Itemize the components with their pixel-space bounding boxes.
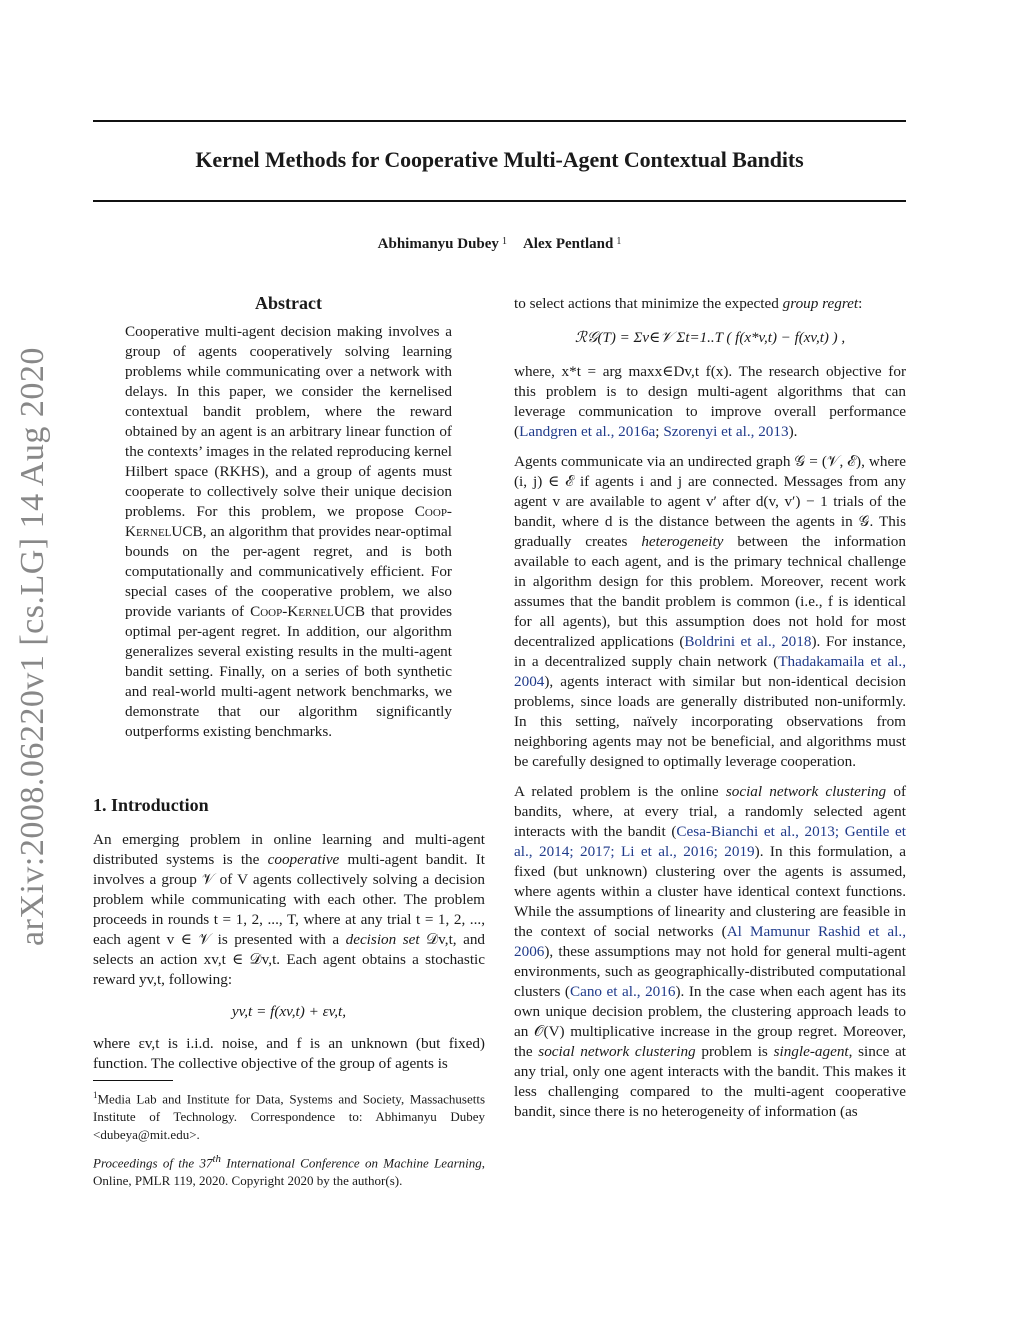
section-heading: 1. Introduction <box>93 795 209 815</box>
abstract-heading: Abstract <box>255 293 322 313</box>
equation-group-regret: ℛ𝒢(T) = Σv∈𝒱 Σt=1..T ( f(x*v,t) − f(xv,t) ) , <box>574 330 846 346</box>
citation-link[interactable]: Cano et al., 2016 <box>569 983 676 1000</box>
abstract <box>125 292 452 742</box>
equation-reward: yv,t = f(xv,t) + εv,t, <box>231 1003 347 1020</box>
affiliation-footnote: $^1$Media Lab and Institute for Data, Systems and Society, Massachusetts Institute of Technology. Correspondence to: Abhimanyu Dubey <dubeya@mit.edu>. <box>93 1090 485 1143</box>
body-paragraph: Agents communicate via an undirected graph 𝒢 = (𝒱, ℰ), where (i, j) ∈ ℰ if agents i and j are connected. Messages from any agent v are available to agent v′ after d(v, v′) − 1 trials of the bandit, where d is the distance between the agents in 𝒢. This gradually creates heterogeneity between the information available to each agent, and is the primary technical challenge in algorithm design for this problem. Moreover, recent work assumes that the bandit problem is common (i.e., f is identical for all agents), but this assumption does not hold for most decentralized applications (Boldrini et al., 2018). For instance, in a decentralized supply chain network (Thadakamaila et al., 2004), agents interact with similar but non-identical decision problems, since loads are generally distributed non-uniformly. In this setting, naïvely incorporating observations from neighboring agents may not be beneficial, and algorithms must be carefully designed to optimally leverage cooperation. <box>514 453 906 770</box>
citation-link[interactable]: Landgren et al., 2016a <box>519 423 656 440</box>
title-rule-top <box>93 120 906 122</box>
proceedings-note: Proceedings of the 37th International Conference on Machine Learning, Online, PMLR 119, 2020. Copyright 2020 by the author(s). <box>93 1153 486 1189</box>
title-rule-bottom <box>93 200 906 202</box>
author-list <box>93 236 906 253</box>
citation-link[interactable]: Szorenyi et al., 2013 <box>663 423 789 440</box>
author-name: Abhimanyu Dubey <box>377 236 499 252</box>
author-affiliation: 1 <box>501 236 507 247</box>
footnote-rule <box>93 1080 173 1081</box>
algorithm-name: Coop-Kernel <box>125 503 452 540</box>
body-paragraph: to select actions that minimize the expected group regret: <box>514 295 863 312</box>
introduction-section <box>93 794 485 1074</box>
algorithm-name: Coop-Kernel <box>250 603 334 620</box>
intro-paragraph: An emerging problem in online learning and multi-agent distributed systems is the cooperative multi-agent bandit. It involves a group 𝒱 of V agents collectively solving a decision problem while communicating with each other. The problem proceeds in rounds t = 1, 2, ..., T, where at any trial t = 1, 2, ..., each agent v ∈ 𝒱 is presented with a decision set 𝒟v,t, and selects an action xv,t ∈ 𝒟v,t. Each agent obtains a stochastic reward yv,t, following: <box>93 831 486 988</box>
body-paragraph: where, x*t = arg maxx∈Dv,t f(x). The research objective for this problem is to design multi-agent algorithms that can leverage communication to improve overall performance (Landgren et al., 2016a; Szorenyi et al., 2013). <box>514 363 906 440</box>
author-affiliation: 1 <box>616 236 622 247</box>
paper-title: Kernel Methods for Cooperative Multi-Agent Contextual Bandits <box>195 147 804 172</box>
citation-link[interactable]: Thadakamaila et al., 2004 <box>514 653 906 690</box>
abstract-text: Cooperative multi-agent decision making involves a group of agents cooperatively solving learning problems while communicating over a network with delays. In this paper, we consider the kernelised contextual bandit problem, where the reward obtained by an agent is an arbitrary linear function of the contexts’ images in the related reproducing kernel Hilbert space (RKHS), and a group of agents must cooperate to collectively solve their unique decision problems. For this problem, we propose Coop-KernelUCB, an algorithm that provides near-optimal bounds on the per-agent regret, and is both computationally and communicatively efficient. For special cases of the cooperative problem, we also provide variants of Coop-KernelUCB that provides optimal per-agent regret. In addition, our algorithm generalizes several existing results in the multi-agent bandit setting. Finally, on a series of both synthetic and real-world multi-agent network benchmarks, we demonstrate that our algorithm significantly outperforms existing benchmarks. <box>125 323 453 740</box>
author-name: Alex Pentland <box>522 236 614 252</box>
body-paragraph: A related problem is the online social network clustering of bandits, where, at every trial, a randomly selected agent interacts with the bandit (Cesa-Bianchi et al., 2013; Gentile et al., 2014; 2017; Li et al., 2016; 2019). In this formulation, a fixed (but unknown) clustering over the agents is assumed, where agents within a cluster have identical context functions. While the assumptions of linearity and clustering are feasible in the context of social networks (Al Mamunur Rashid et al., 2006), these assumptions may not hold for general multi-agent environments, such as geographically-distributed computational clusters (Cano et al., 2016). In the case when each agent has its own unique decision problem, the clustering approach leads to an 𝒪(V) multiplicative increase in the group regret. Moreover, the social network clustering problem is single-agent, since at any trial, only one agent interacts with the bandit. This makes it less challenging compared to the multi-agent cooperative bandit, since there is no heterogeneity of information (as <box>514 783 907 1120</box>
citation-link[interactable]: Al Mamunur Rashid et al., 2006 <box>514 923 906 960</box>
intro-paragraph: where εv,t is i.i.d. noise, and f is an unknown (but fixed) function. The collective objective of the group of agents is <box>93 1035 485 1072</box>
arxiv-stamp: arXiv:2008.06220v1 [cs.LG] 14 Aug 2020 <box>14 347 51 946</box>
right-column <box>514 294 906 1122</box>
citation-link[interactable]: Cesa-Bianchi et al., 2013; Gentile et al., 2014; 2017; Li et al., 2016; 2019 <box>514 823 906 860</box>
citation-link[interactable]: Boldrini et al., 2018 <box>684 633 812 650</box>
